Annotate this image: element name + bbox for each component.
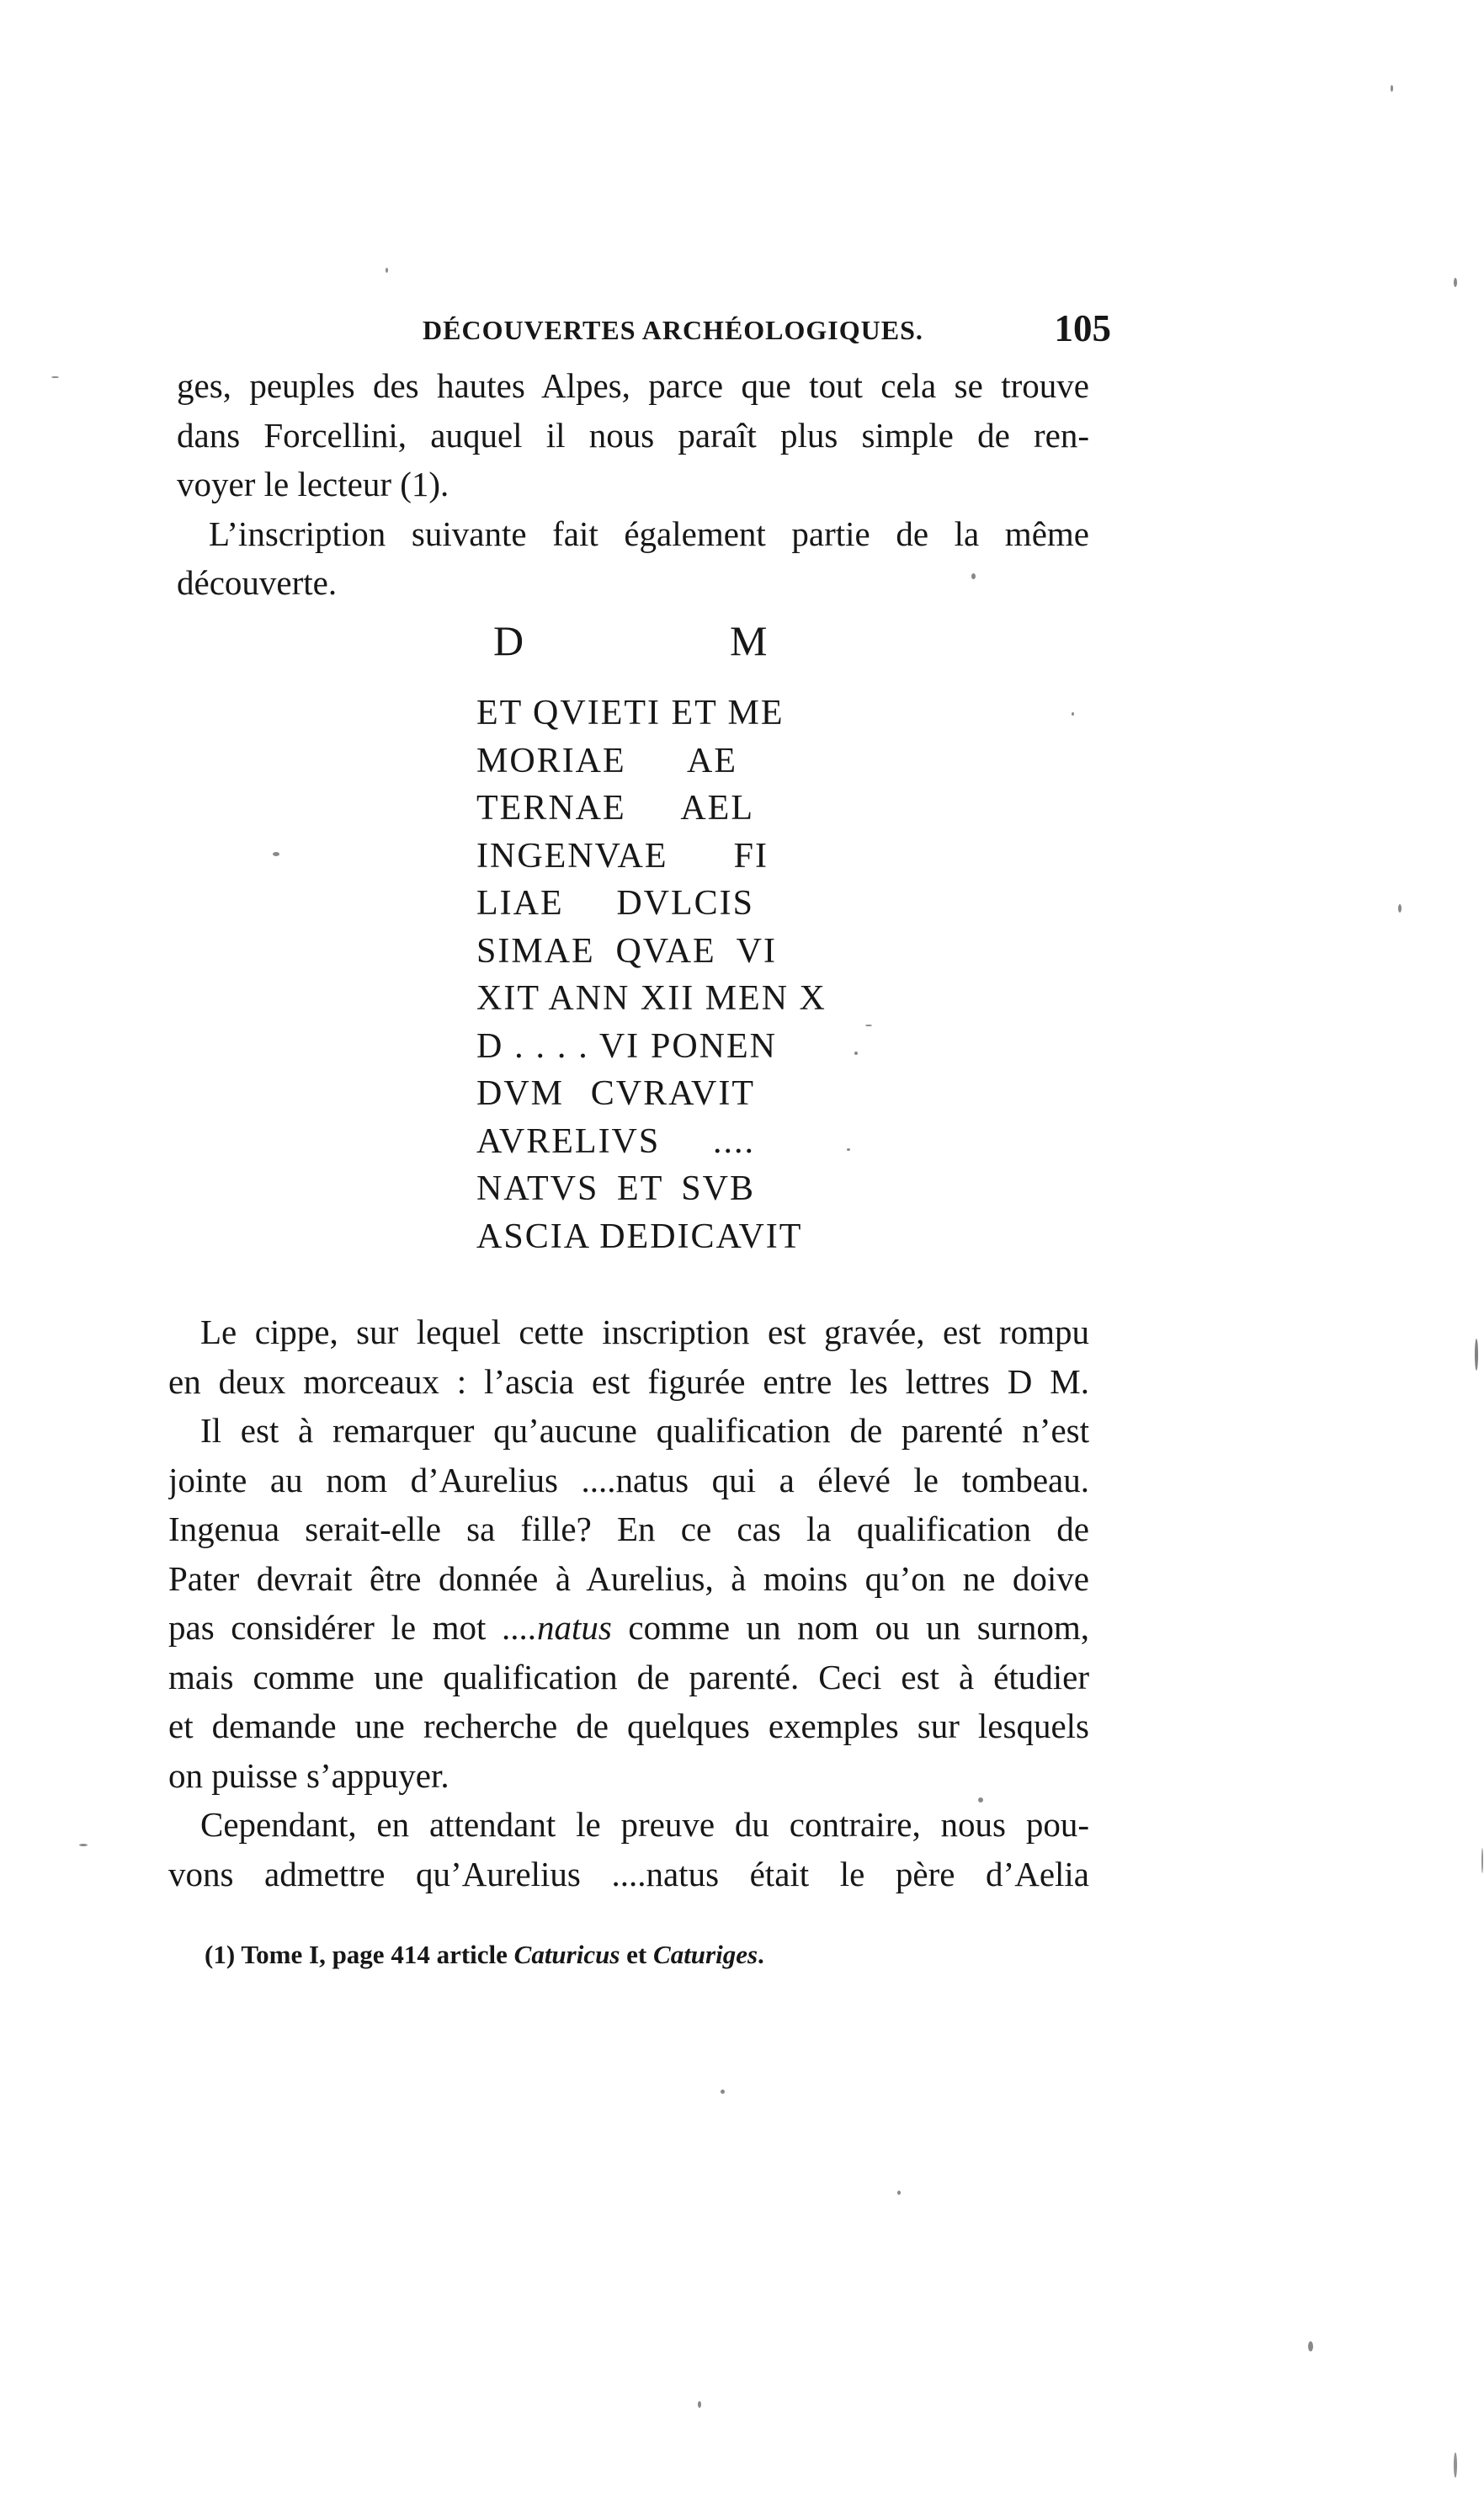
scan-speck: [978, 1797, 983, 1802]
body-line: L’inscription suivante fait également partie de la même: [209, 514, 1089, 553]
body-text-bottom: [168, 1307, 1089, 1898]
scan-speck: [854, 1052, 858, 1055]
running-header: [423, 307, 1111, 352]
inscription-initial-d: D: [493, 617, 524, 664]
inscription-line: D . . . . VI PONEN: [476, 1026, 777, 1066]
footnote-term-caturiges: Caturiges: [653, 1940, 758, 1969]
body-line: jointe au nom d’Aurelius ....natus qui a élevé le tombeau.: [168, 1460, 1089, 1499]
body-line: voyer le lecteur (1).: [177, 465, 449, 503]
page-number: 105: [1054, 307, 1111, 349]
inscription-line: SIMAE QVAE VI: [476, 931, 777, 971]
scan-speck: [386, 268, 388, 273]
body-text-top: [177, 361, 1089, 608]
inscription-line: INGENVAE FI: [476, 836, 769, 876]
inscription-line: TERNAE AEL: [476, 789, 754, 828]
footnote: [205, 1939, 764, 1971]
scan-speck: [698, 2401, 701, 2408]
inscription-line: DVM CVRAVIT: [476, 1074, 755, 1113]
scan-speck: [1308, 2341, 1313, 2351]
scan-speck: [273, 852, 279, 856]
scan-speck: [1454, 278, 1457, 287]
scan-speck: [721, 2090, 725, 2094]
text-fragment: comme un nom ou un surnom,: [611, 1608, 1089, 1647]
body-line: Le cippe, sur lequel cette inscription est gravée, est rompu: [200, 1313, 1089, 1351]
body-line: Il est à remarquer qu’aucune qualification de parenté n’est: [200, 1411, 1089, 1450]
scan-speck: [1398, 904, 1402, 913]
inscription-line: ET QVIETI ET ME: [476, 694, 785, 732]
inscription-heading: [493, 617, 771, 668]
body-line: Cependant, en attendant le preuve du contraire, nous pou-: [200, 1805, 1089, 1844]
body-line: et demande une recherche de quelques exemples sur lesquels: [168, 1707, 1089, 1745]
scan-speck: [897, 2191, 901, 2195]
running-title: DÉCOUVERTES ARCHÉOLOGIQUES.: [423, 315, 923, 345]
inscription-line: MORIAE AE: [476, 741, 737, 780]
scan-speck: [51, 376, 59, 378]
scan-speck: [971, 573, 976, 579]
body-line: Pater devrait être donnée à Aurelius, à moins qu’on ne doive: [168, 1558, 1089, 1598]
footnote-connector: et: [620, 1940, 654, 1969]
inscription-line: NATVS ET SVB: [476, 1169, 755, 1208]
latin-inscription: [476, 690, 827, 1260]
scan-speck: [1454, 2452, 1457, 2478]
inscription-line: ASCIA DEDICAVIT: [476, 1217, 803, 1256]
scan-speck: [1481, 1848, 1483, 1873]
body-line: vons admettre qu’Aurelius ....natus était le père d’Aelia: [168, 1854, 1089, 1893]
scan-speck: [79, 1844, 88, 1846]
inscription-line: XIT ANN XII MEN X: [476, 979, 827, 1018]
scan-speck: [1475, 1339, 1478, 1371]
footnote-prefix: (1) Tome I, page 414 article: [205, 1940, 514, 1969]
body-line-with-italic: [168, 1603, 1089, 1653]
inscription-line: AVRELIVS ....: [476, 1121, 755, 1161]
footnote-suffix: .: [758, 1940, 764, 1969]
body-line: dans Forcellini, auquel il nous paraît plus simple de ren-: [177, 415, 1089, 455]
inscription-initial-m: M: [730, 617, 768, 664]
body-line: Ingenua serait-elle sa fille? En ce cas la qualification de: [168, 1510, 1089, 1548]
body-line: en deux morceaux : l’ascia est figurée entre les lettres D M.: [168, 1361, 1089, 1401]
scan-speck: [847, 1148, 850, 1151]
text-fragment: pas considérer le mot: [168, 1608, 503, 1647]
inscription-line: LIAE DVLCIS: [476, 884, 754, 923]
body-line: mais comme une qualification de parenté. Ceci est à étudier: [168, 1657, 1089, 1696]
scan-speck: [865, 1025, 872, 1026]
body-line: découverte.: [177, 563, 338, 602]
body-line: on puisse s’appuyer.: [168, 1755, 449, 1795]
footnote-term-caturicus: Caturicus: [513, 1940, 620, 1969]
body-line: ges, peuples des hautes Alpes, parce que tout cela se trouve: [177, 366, 1089, 405]
scan-speck: [1391, 85, 1393, 92]
italic-term-natus: ....natus: [502, 1608, 612, 1647]
scan-speck: [1072, 712, 1074, 716]
